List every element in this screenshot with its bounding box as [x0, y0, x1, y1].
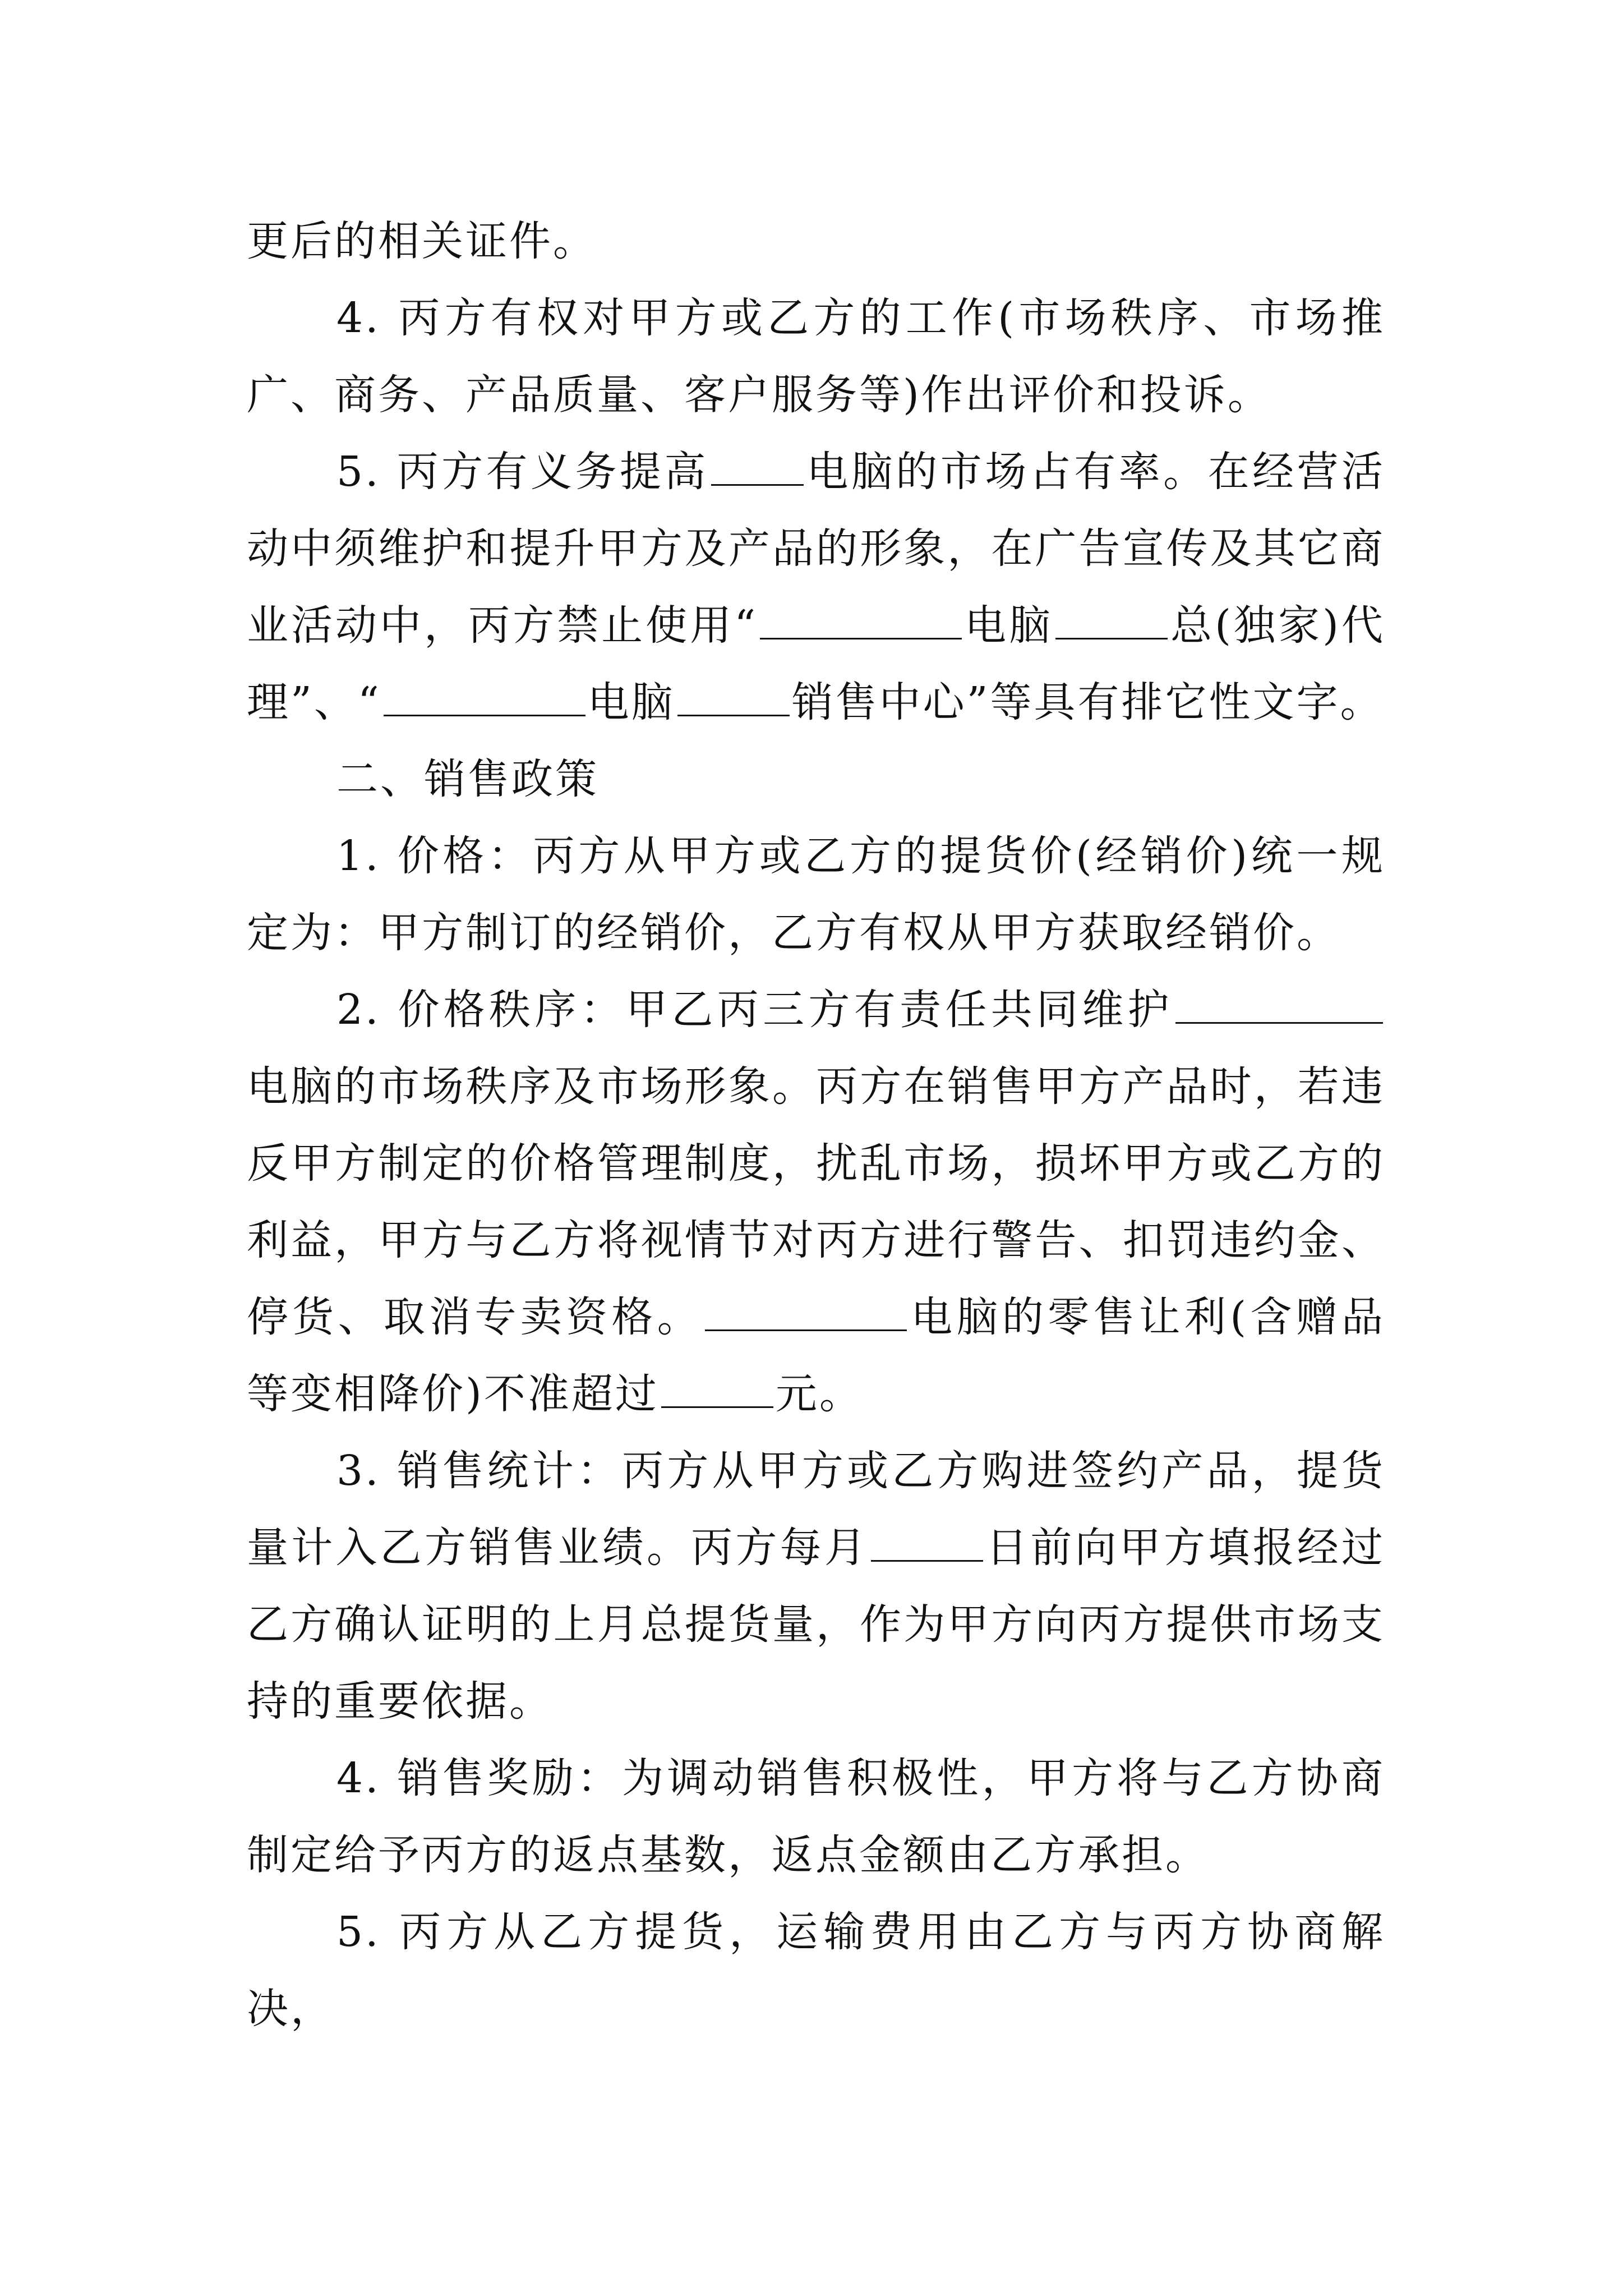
text-segment: 5. 丙方有义务提高: [336, 448, 709, 496]
fill-in-blank: [711, 447, 804, 486]
fill-in-blank: [661, 1369, 773, 1408]
paragraph-price-order: [247, 972, 1385, 1433]
text-segment: 电脑的零售让利(含赠品等变相降价)不准超过: [247, 1293, 1385, 1418]
text-segment: 销售中心”等具有排它性文字。: [791, 678, 1384, 726]
fill-in-blank: [1175, 984, 1383, 1024]
paragraph-transport: 5. 丙方从乙方提货，运输费用由乙方与丙方协商解决，: [247, 1908, 1385, 2033]
paragraph-continuation: 更后的相关证件。: [247, 217, 597, 265]
section-heading-sales-policy: 二、销售政策: [336, 755, 599, 803]
text-segment: 3. 销售统计：丙方从甲方或乙方购进签约产品，提货量计入乙方销售业绩。丙方每月: [247, 1447, 1385, 1572]
fill-in-blank: [705, 1292, 907, 1331]
text-segment: 电脑: [587, 678, 675, 726]
text-segment: 2. 价格秩序：甲乙丙三方有责任共同维护: [336, 986, 1173, 1034]
paragraph-price: 1. 价格：丙方从甲方或乙方的提货价(经销价)统一规定为：甲方制订的经销价，乙方有权从甲方获取经销价。: [247, 832, 1385, 957]
paragraph-clause-4: 4. 丙方有权对甲方或乙方的工作(市场秩序、市场推广、商务、产品质量、客户服务等)作出评价和投诉。: [247, 294, 1385, 419]
text-segment: 电脑: [964, 601, 1054, 650]
text-segment: 电脑的市场秩序及市场形象。丙方在销售甲方产品时，若违反甲方制定的价格管理制度，扰乱市场，损坏甲方或乙方的利益，甲方与乙方将视情节对丙方进行警告、扣罚违约金、停货、取消专卖资格。: [247, 1062, 1385, 1341]
paragraph-sales-statistics: [247, 1433, 1385, 1740]
fill-in-blank: [760, 600, 962, 639]
text-segment: 总(独家)代理”、“: [247, 601, 1385, 726]
fill-in-blank: [871, 1522, 983, 1562]
fill-in-blank: [1055, 600, 1168, 639]
fill-in-blank: [677, 677, 790, 716]
document-body: [247, 203, 1385, 2047]
text-segment: 日前向甲方填报经过乙方确认证明的上月总提货量，作为甲方向丙方提供市场支持的重要依据。: [247, 1524, 1386, 1726]
text-segment: 元。: [775, 1370, 863, 1418]
fill-in-blank: [384, 677, 585, 716]
paragraph-clause-5: [247, 434, 1385, 741]
text-segment: 电脑的市场占有率。在经营活动中须维护和提升甲方及产品的形象，在广告宣传及其它商业活动中，丙方禁止使用“: [247, 448, 1385, 650]
paragraph-sales-reward: 4. 销售奖励：为调动销售积极性，甲方将与乙方协商制定给予丙方的返点基数，返点金额由乙方承担。: [247, 1754, 1385, 1879]
